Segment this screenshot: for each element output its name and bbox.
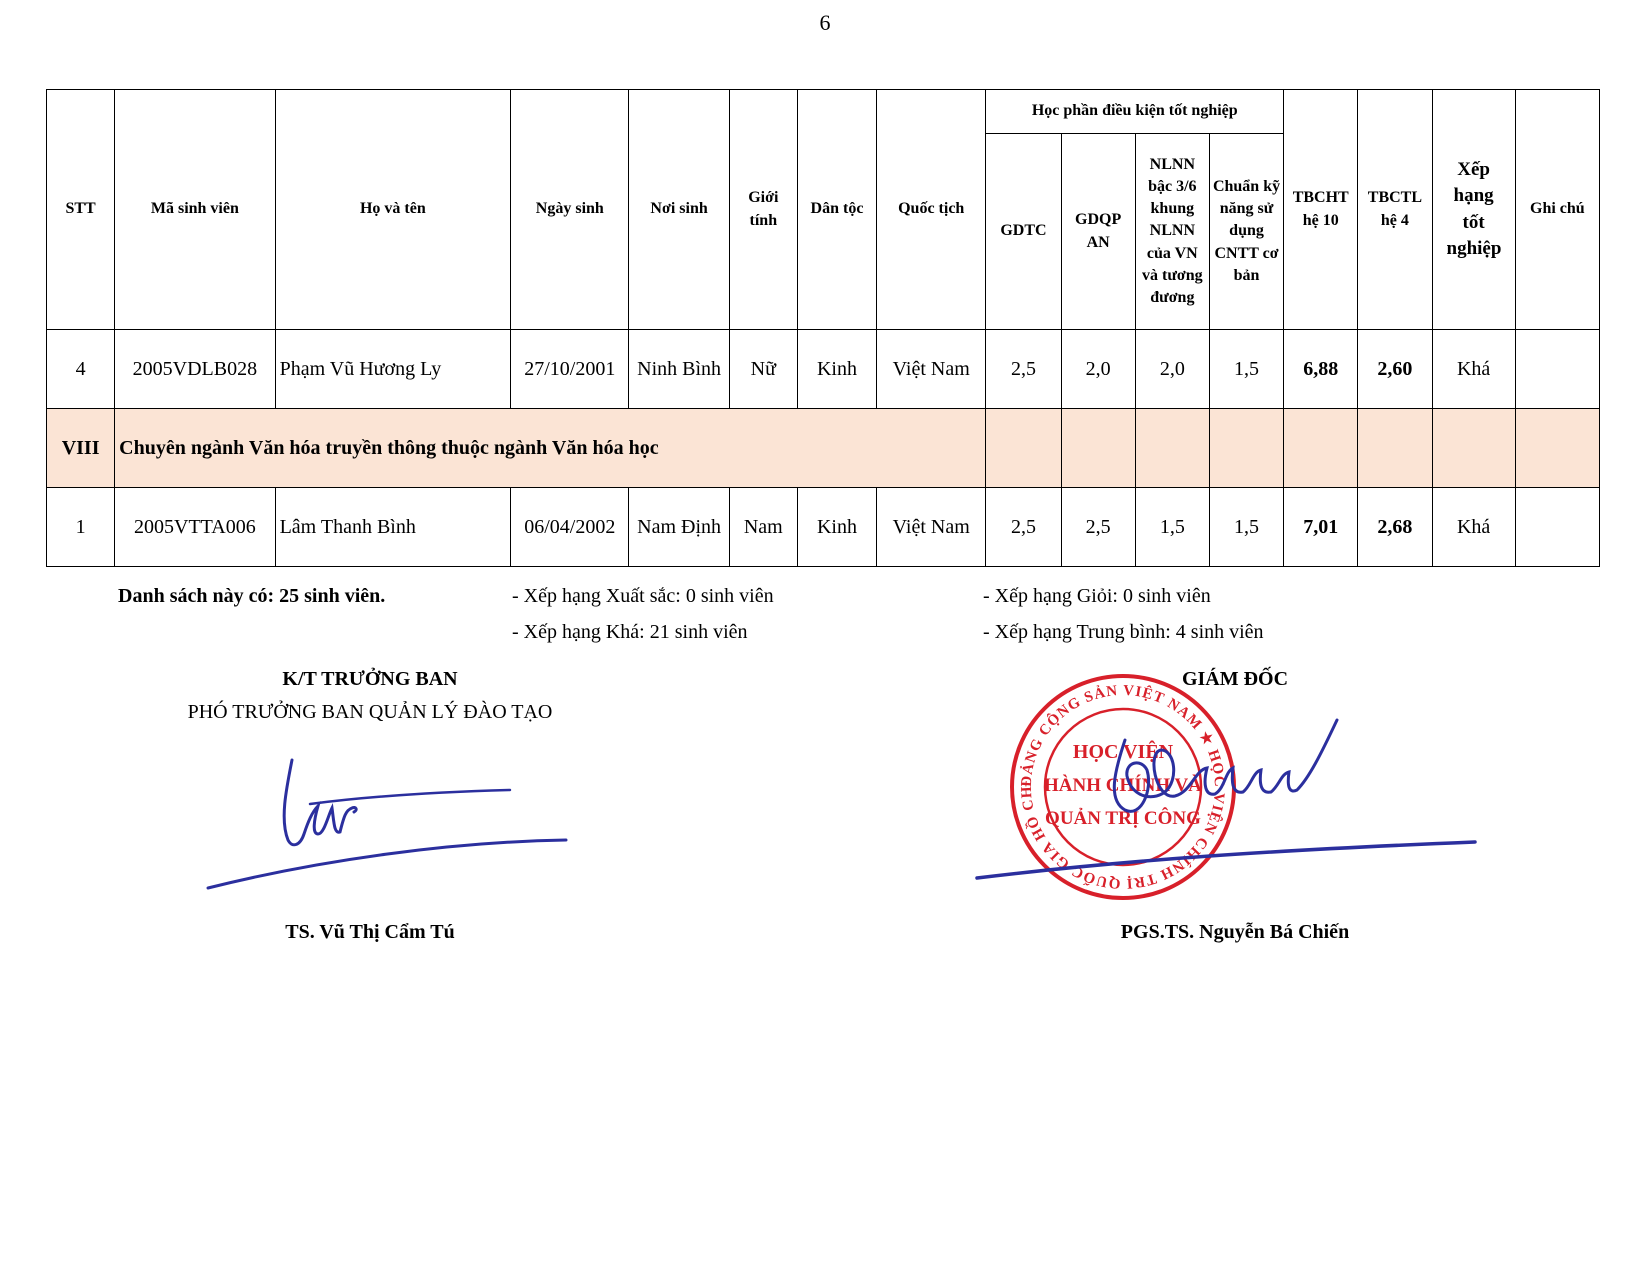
summary-good: - Xếp hạng Giỏi: 0 sinh viên <box>983 585 1211 607</box>
header-gender: Giới tính <box>729 90 797 330</box>
cell-tbctl: 2,60 <box>1358 330 1432 409</box>
table-header-row <box>47 90 1600 134</box>
cell-gender: Nữ <box>729 330 797 409</box>
header-tbcht: TBCHT hệ 10 <box>1284 90 1358 330</box>
header-gdqp: GDQP AN <box>1061 134 1135 330</box>
summary-fairly-good: - Xếp hạng Khá: 21 sinh viên <box>512 621 748 643</box>
cell-nlnn: 2,0 <box>1135 330 1209 409</box>
cell-rank: Khá <box>1432 330 1515 409</box>
cell-dob: 27/10/2001 <box>511 330 629 409</box>
cell-note <box>1515 488 1599 567</box>
cell-gdtc: 2,5 <box>986 488 1061 567</box>
right-signature-image <box>975 710 1495 890</box>
stamp-line-2: HÀNH CHÍNH VÀ <box>1044 775 1202 796</box>
header-full-name: Họ và tên <box>275 90 511 330</box>
cell-rank: Khá <box>1432 488 1515 567</box>
header-rank: Xếp hạng tốt nghiệp <box>1432 90 1515 330</box>
cell-ethnicity: Kinh <box>797 488 876 567</box>
cell-cntt: 1,5 <box>1209 330 1283 409</box>
header-nationality: Quốc tịch <box>877 90 986 330</box>
cell-stt: 4 <box>47 330 115 409</box>
cell-gdqp: 2,5 <box>1061 488 1135 567</box>
left-signatory-title: K/T TRƯỞNG BAN <box>282 668 458 690</box>
header-graduation-conditions: Học phần điều kiện tốt nghiệp <box>986 90 1284 134</box>
cell-dob: 06/04/2002 <box>511 488 629 567</box>
header-note: Ghi chú <box>1515 90 1599 330</box>
cell-student-id: 2005VTTA006 <box>115 488 275 567</box>
section-title: Chuyên ngành Văn hóa truyền thông thuộc ngành Văn hóa học <box>115 409 986 488</box>
header-cntt: Chuẩn kỹ năng sử dụng CNTT cơ bản <box>1209 134 1283 330</box>
summary-total: Danh sách này có: 25 sinh viên. <box>118 585 386 607</box>
summary-average: - Xếp hạng Trung bình: 4 sinh viên <box>983 621 1264 643</box>
cell-tbctl: 2,68 <box>1358 488 1432 567</box>
cell-birthplace: Ninh Bình <box>629 330 729 409</box>
summary-excellent: - Xếp hạng Xuất sắc: 0 sinh viên <box>512 585 774 607</box>
header-gdtc: GDTC <box>986 134 1061 330</box>
header-tbctl: TBCTL hệ 4 <box>1358 90 1432 330</box>
page-number: 6 <box>819 10 831 35</box>
header-student-id: Mã sinh viên <box>115 90 275 330</box>
cell-gdtc: 2,5 <box>986 330 1061 409</box>
section-row <box>47 409 1600 488</box>
header-birthplace: Nơi sinh <box>629 90 729 330</box>
stamp-line-1: HỌC VIỆN <box>1072 741 1174 763</box>
left-signatory-subtitle: PHÓ TRƯỞNG BAN QUẢN LÝ ĐÀO TẠO <box>187 701 553 723</box>
header-nlnn: NLNN bậc 3/6 khung NLNN của VN và tương đương <box>1135 134 1209 330</box>
cell-birthplace: Nam Định <box>629 488 729 567</box>
cell-stt: 1 <box>47 488 115 567</box>
cell-note <box>1515 330 1599 409</box>
cell-nlnn: 1,5 <box>1135 488 1209 567</box>
cell-nationality: Việt Nam <box>877 330 986 409</box>
table-row <box>47 330 1600 409</box>
cell-nationality: Việt Nam <box>877 488 986 567</box>
cell-full-name: Phạm Vũ Hương Ly <box>275 330 511 409</box>
right-signatory-name: PGS.TS. Nguyễn Bá Chiến <box>1120 921 1350 943</box>
graduation-table <box>46 89 1600 567</box>
left-signatory-name: TS. Vũ Thị Cẩm Tú <box>285 921 455 943</box>
right-signatory-title: GIÁM ĐỐC <box>1181 668 1289 690</box>
cell-gender: Nam <box>729 488 797 567</box>
cell-student-id: 2005VDLB028 <box>115 330 275 409</box>
table-row <box>47 488 1600 567</box>
section-number: VIII <box>47 409 115 488</box>
cell-tbcht: 7,01 <box>1284 488 1358 567</box>
stamp-line-3: QUẢN TRỊ CÔNG <box>1045 808 1201 829</box>
header-ethnicity: Dân tộc <box>797 90 876 330</box>
header-stt: STT <box>47 90 115 330</box>
cell-tbcht: 6,88 <box>1284 330 1358 409</box>
cell-cntt: 1,5 <box>1209 488 1283 567</box>
header-dob: Ngày sinh <box>511 90 629 330</box>
cell-ethnicity: Kinh <box>797 330 876 409</box>
left-signature-image <box>200 750 570 890</box>
stamp-outer-text: ĐẢNG CỘNG SẢN VIỆT NAM ★ HỌC VIỆN CHÍNH TRỊ QUỐC GIA HỒ CHÍ MINH ★ <box>1000 660 1228 892</box>
cell-full-name: Lâm Thanh Bình <box>275 488 511 567</box>
cell-gdqp: 2,0 <box>1061 330 1135 409</box>
